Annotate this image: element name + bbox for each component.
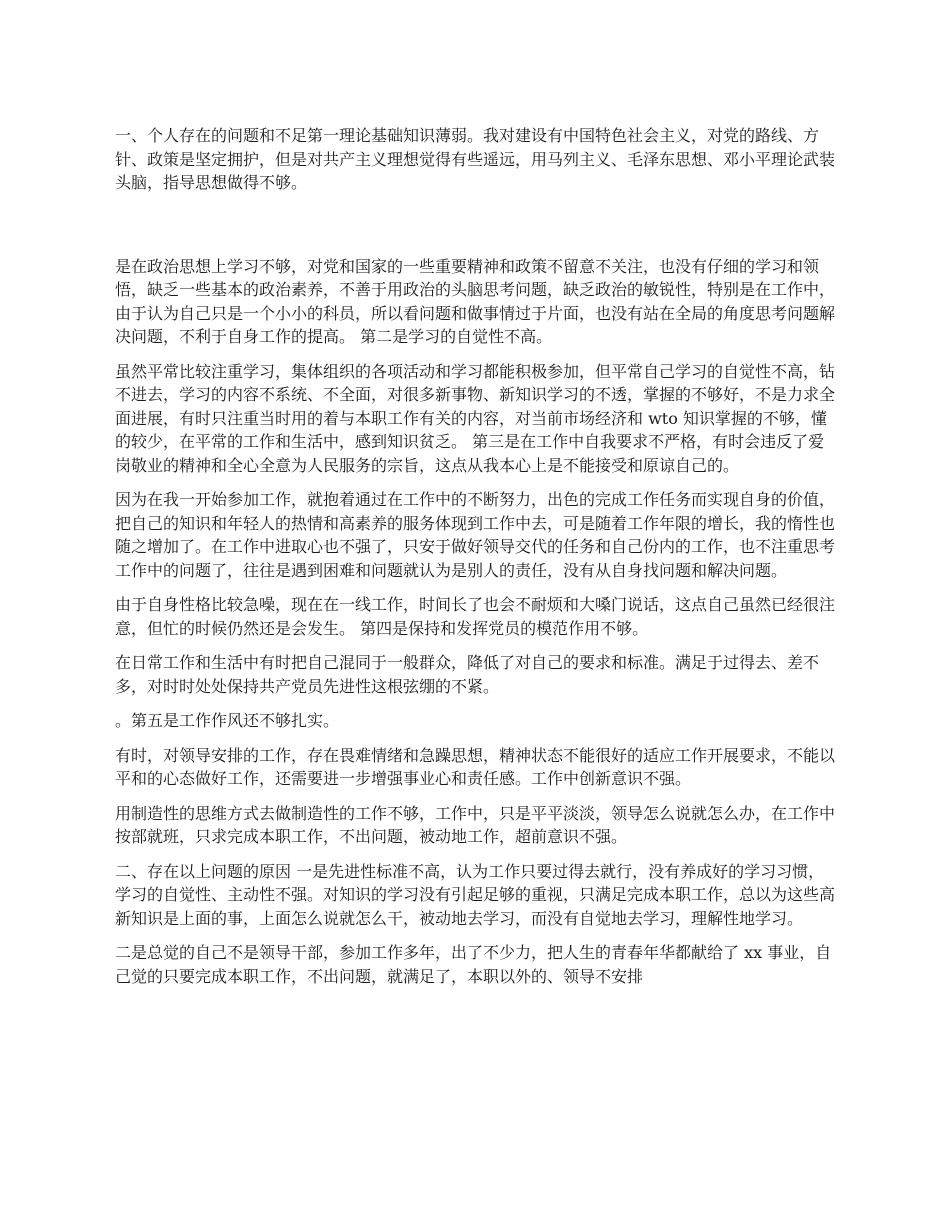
paragraph-6: 在日常工作和生活中有时把自己混同于一般群众，降低了对自己的要求和标准。满足于过得去、差不多，对时时处处保持共产党员先进性这根弦绷的不紧。 (115, 653, 820, 696)
document-page (115, 124, 840, 999)
paragraph-10: 二、存在以上问题的原因 一是先进性标准不高，认为工作只要过得去就行，没有养成好的学习习惯，学习的自觉性、主动性不强。对知识的学习没有引起足够的重视，只满足完成本职工作，总以为这些高新知识是上面的事，上面怎么说就怎么干，被动地去学习，而没有自觉地去学习，理解性地学习。 (115, 861, 836, 928)
paragraph-5: 由于自身性格比较急噪，现在在一线工作，时间长了也会不耐烦和大嗓门说话，这点自己虽然已经很注意，但忙的时候仍然还是会发生。 第四是保持和发挥党员的模范作用不够。 (115, 595, 836, 638)
paragraph-2: 是在政治思想上学习不够，对党和国家的一些重要精神和政策不留意不关注，也没有仔细的学习和领悟，缺乏一些基本的政治素养，不善于用政治的头脑思考问题，缺乏政治的敏锐性，特别是在工作中，由于认为自己只是一个小小的科员，所以看问题和做事情过于片面，也没有站在全局的角度思考问题解决问题，不利于自身工作的提高。 第二是学习的自觉性不高。 (115, 256, 836, 346)
paragraph-4: 因为在我一开始参加工作，就抱着通过在工作中的不断努力，出色的完成工作任务而实现自身的价值，把自己的知识和年轻人的热情和高素养的服务体现到工作中去，可是随着工作年限的增长，我的惰性也随之增加了。在工作中进取心也不强了，只安于做好领导交代的任务和自己份内的工作，也不注重思考工作中的问题了，往往是遇到困难和问题就认为是别人的责任，没有从自身找问题和解决问题。 (115, 490, 836, 580)
paragraph-11: 二是总觉的自己不是领导干部，参加工作多年，出了不少力，把人生的青春年华都献给了 xx 事业，自己觉的只要完成本职工作，不出问题，就满足了，本职以外的、领导不安排 (115, 943, 832, 986)
paragraph-9: 用制造性的思维方式去做制造性的工作不够，工作中，只是平平淡淡，领导怎么说就怎么办，在工作中按部就班，只求完成本职工作，不出问题，被动地工作，超前意识不强。 (115, 803, 836, 846)
paragraph-3: 虽然平常比较注重学习，集体组织的各项活动和学习都能积极参加，但平常自己学习的自觉性不高，钻不进去，学习的内容不系统、不全面，对很多新事物、新知识学习的不透，掌握的不够好，不是力求全面进展，有时只注重当时用的着与本职工作有关的内容，对当前市场经济和 wto 知识掌握的不够，懂的较少，在平常的工作和生活中，感到知识贫乏。 第三是在工作中自我要求不严格，有时会违反了爱岗敬业的精神和全心全意为人民服务的宗旨，这点从我本心上是不能接受和原谅自己的。 (115, 361, 836, 475)
paragraph-7: 。第五是工作作风还不够扎实。 (115, 711, 340, 730)
paragraph-1: 一、个人存在的问题和不足第一理论基础知识薄弱。我对建设有中国特色社会主义，对党的路线、方针、政策是坚定拥护，但是对共产主义理想觉得有些遥远，用马列主义、毛泽东思想、邓小平理论武装头脑，指导思想做得不够。 (115, 126, 836, 192)
paragraph-8: 有时，对领导安排的工作，存在畏难情绪和急躁思想，精神状态不能很好的适应工作开展要求，不能以平和的心态做好工作，还需要进一步增强事业心和责任感。工作中创新意识不强。 (115, 745, 836, 788)
